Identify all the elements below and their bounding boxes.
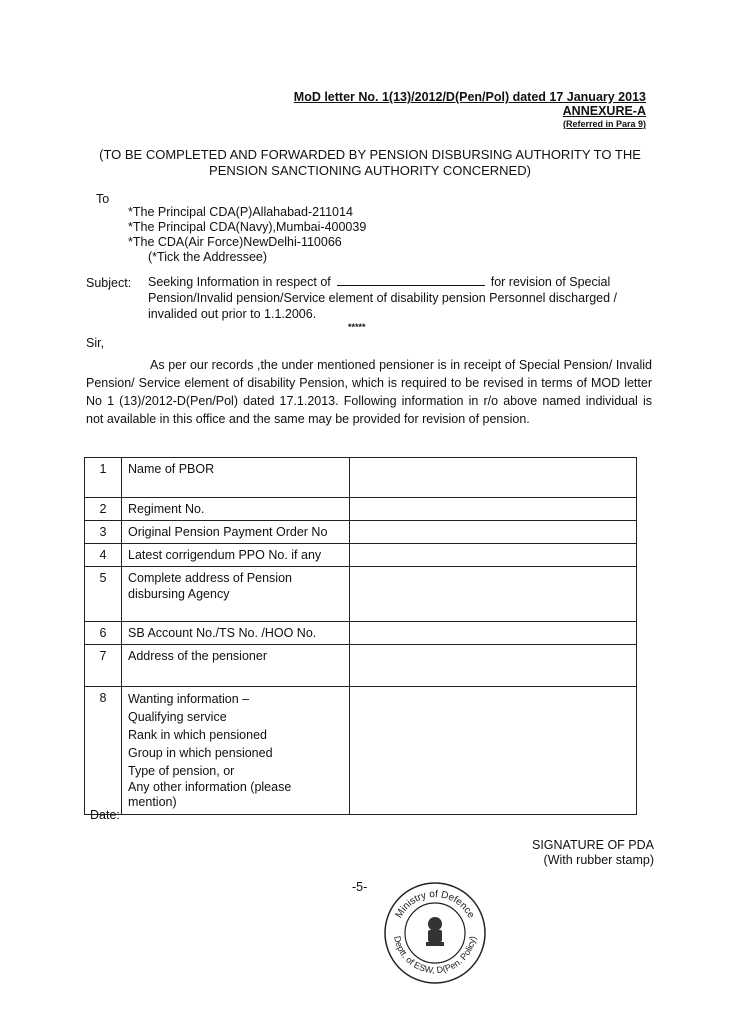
table-row	[85, 687, 637, 815]
signature-block	[532, 838, 654, 868]
blank-line	[337, 274, 485, 286]
addressee: *The Principal CDA(P)Allahabad-211014	[128, 205, 353, 219]
svg-text:Ministry of Defence: Ministry of Defence	[393, 888, 477, 921]
sub-item: Group in which pensioned	[128, 746, 273, 760]
row-value[interactable]	[350, 521, 637, 544]
svg-text:Deptt. of ESW, D(Pen. Policy): Deptt. of ESW, D(Pen. Policy)	[392, 935, 478, 976]
row-label: Address of the pensioner	[122, 645, 350, 687]
subject-line: invalided out prior to 1.1.2006.	[148, 307, 317, 321]
row-label: Latest corrigendum PPO No. if any	[122, 544, 350, 567]
subject-label: Subject:	[86, 276, 132, 290]
row-label: Name of PBOR	[122, 458, 350, 498]
signature-note: (With rubber stamp)	[543, 853, 654, 867]
row-label-heading: Wanting information –	[128, 692, 250, 706]
salutation: Sir,	[86, 336, 105, 350]
subject-text	[148, 274, 617, 322]
sub-item: Type of pension, or	[128, 764, 235, 778]
table-row	[85, 622, 637, 645]
emblem-icon	[426, 917, 444, 946]
table-row	[85, 544, 637, 567]
row-value[interactable]	[350, 498, 637, 521]
row-number: 3	[85, 521, 122, 544]
row-value[interactable]	[350, 567, 637, 622]
table-row	[85, 567, 637, 622]
table-row	[85, 458, 637, 498]
separator-stars: *****	[348, 322, 366, 332]
row-value[interactable]	[350, 687, 637, 815]
rubber-stamp	[382, 880, 488, 986]
row-label: Original Pension Payment Order No	[122, 521, 350, 544]
row-number: 4	[85, 544, 122, 567]
sub-item: Qualifying service	[128, 710, 227, 724]
body-paragraph: As per our records ,the under mentioned pensioner is in receipt of Special Pension/ Invalid Pension/ Service element of disability Pension, which is required to be revised in terms of MOD letter No 1 (13)/2012-D(Pen/Pol) dated 17.1.2013. Following information in r/o above named individual is not available in this office and the same may be provided for revision of pension.	[86, 358, 652, 426]
to-label: To	[96, 192, 110, 206]
addressee: *The Principal CDA(Navy),Mumbai-400039	[128, 220, 367, 234]
referred-note: (Referred in Para 9)	[562, 119, 646, 129]
letter-reference: MoD letter No. 1(13)/2012/D(Pen/Pol) dated 17 January 2013	[293, 90, 646, 104]
table-row	[85, 498, 637, 521]
row-label: SB Account No./TS No. /HOO No.	[122, 622, 350, 645]
row-value[interactable]	[350, 544, 637, 567]
row-value[interactable]	[350, 458, 637, 498]
subject-part: for revision of Special	[490, 275, 611, 289]
addressee: *The CDA(Air Force)NewDelhi-110066	[128, 235, 342, 249]
sub-item: Rank in which pensioned	[128, 728, 267, 742]
row-label: Regiment No.	[122, 498, 350, 521]
sub-item: Any other information (please mention)	[128, 780, 292, 809]
table-row	[85, 521, 637, 544]
addressee-list	[128, 205, 366, 265]
row-number: 2	[85, 498, 122, 521]
row-value[interactable]	[350, 622, 637, 645]
table-row	[85, 645, 637, 687]
row-number: 5	[85, 567, 122, 622]
annexure-title: ANNEXURE-A	[562, 104, 646, 118]
tick-note: (*Tick the Addressee)	[148, 250, 268, 264]
page-number: -5-	[352, 880, 368, 894]
row-number: 7	[85, 645, 122, 687]
row-number: 1	[85, 458, 122, 498]
row-value[interactable]	[350, 645, 637, 687]
subject-part: Seeking Information in respect of	[148, 275, 331, 289]
row-number: 8	[85, 687, 122, 815]
instruction-heading	[60, 147, 680, 179]
date-label: Date:	[90, 808, 120, 822]
row-label: Complete address of Pension disbursing Agency	[122, 567, 350, 622]
instruction-line: (TO BE COMPLETED AND FORWARDED BY PENSION DISBURSING AUTHORITY TO THE	[99, 147, 641, 162]
row-label	[122, 687, 350, 815]
information-table	[84, 457, 637, 815]
instruction-line: PENSION SANCTIONING AUTHORITY CONCERNED)	[209, 163, 531, 178]
signature-title: SIGNATURE OF PDA	[531, 838, 654, 852]
subject-line: Pension/Invalid pension/Service element of disability pension Personnel discharged /	[148, 291, 618, 305]
row-number: 6	[85, 622, 122, 645]
